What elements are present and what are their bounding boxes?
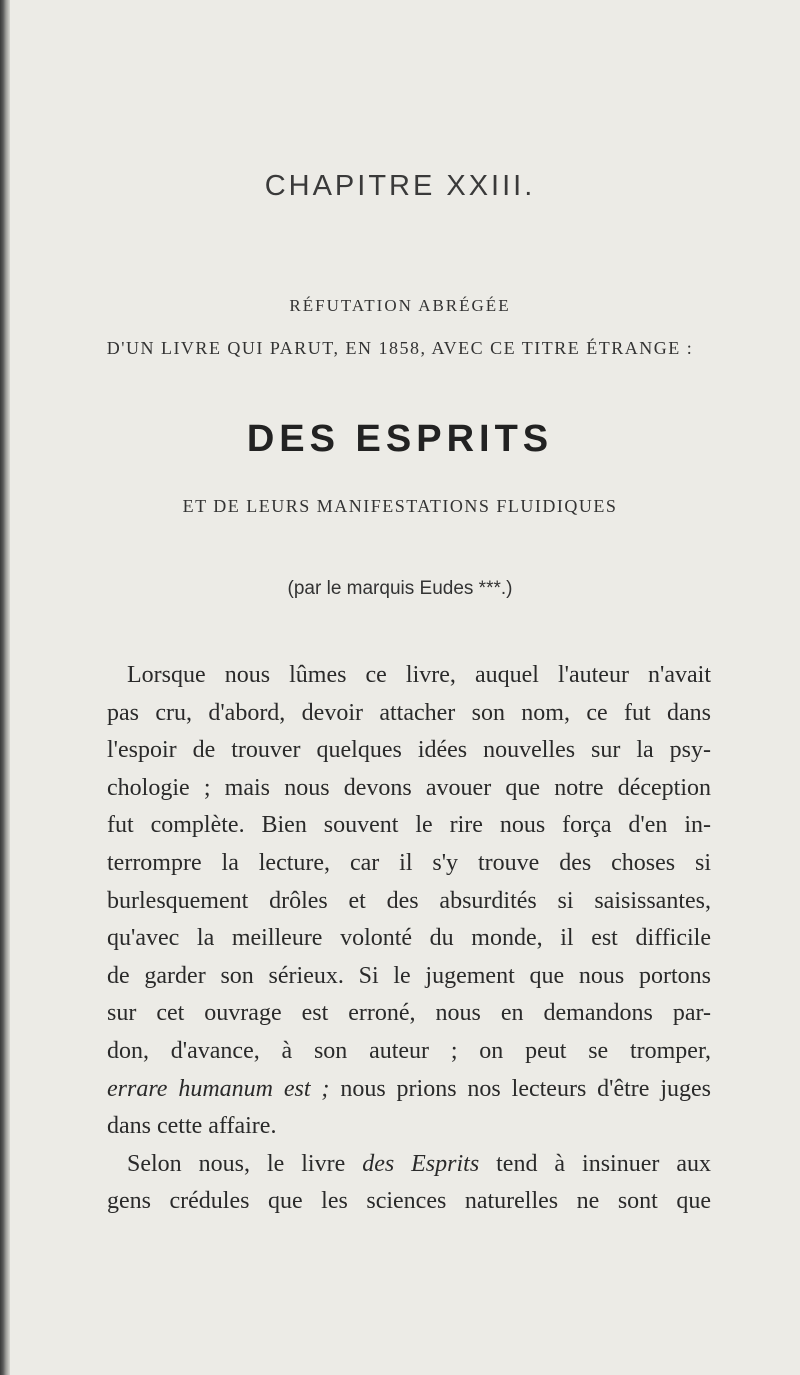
text-line: dans cette affaire. <box>107 1113 277 1140</box>
text-line: terrompre la lecture, car il s'y trouve des choses si <box>107 849 711 876</box>
text-fragment: tend à insinuer aux <box>496 1150 711 1177</box>
chapter-heading: CHAPITRE XXIII. <box>264 170 536 202</box>
text-line: qu'avec la meilleure volonté du monde, il est difficile <box>107 925 711 952</box>
section-subtitle: RÉFUTATION ABRÉGÉE <box>289 296 511 315</box>
book-title: DES ESPRITS <box>246 418 554 460</box>
book-subtitle: ET DE LEURS MANIFESTATIONS FLUIDIQUES <box>182 496 618 516</box>
text-line: sur cet ouvrage est erroné, nous en demandons par- <box>107 1000 711 1027</box>
book-attribution: (par le marquis Eudes ***.) <box>287 578 513 599</box>
text-line: de garder son sérieux. Si le jugement que nous portons <box>107 962 711 989</box>
latin-phrase: errare humanum est ; <box>107 1075 330 1102</box>
text-fragment: Selon nous, le livre <box>127 1150 346 1177</box>
book-reference: des Esprits <box>362 1150 480 1177</box>
text-line: Lorsque nous lûmes ce livre, auquel l'auteur n'avait <box>127 662 711 688</box>
text-line: burlesquement drôles et des absurdités si saisissantes, <box>107 887 711 914</box>
text-line: chologie ; mais nous devons avouer que notre déception <box>107 774 711 801</box>
text-fragment: nous prions nos lecteurs d'être juges <box>340 1075 712 1102</box>
text-line: l'espoir de trouver quelques idées nouvelles sur la psy- <box>107 737 711 764</box>
text-line <box>107 1146 711 1184</box>
text-line: don, d'avance, à son auteur ; on peut se tromper, <box>107 1037 711 1064</box>
text-line: pas cru, d'abord, devoir attacher son nom, ce fut dans <box>107 699 711 726</box>
text-line <box>107 1071 711 1109</box>
text-line: gens crédules que les sciences naturelles ne sont que <box>107 1188 711 1215</box>
body-paragraphs <box>107 657 711 1221</box>
text-line: fut complète. Bien souvent le rire nous força d'en in- <box>107 812 711 839</box>
section-description: D'UN LIVRE QUI PARUT, EN 1858, AVEC CE TITRE ÉTRANGE : <box>106 338 694 358</box>
